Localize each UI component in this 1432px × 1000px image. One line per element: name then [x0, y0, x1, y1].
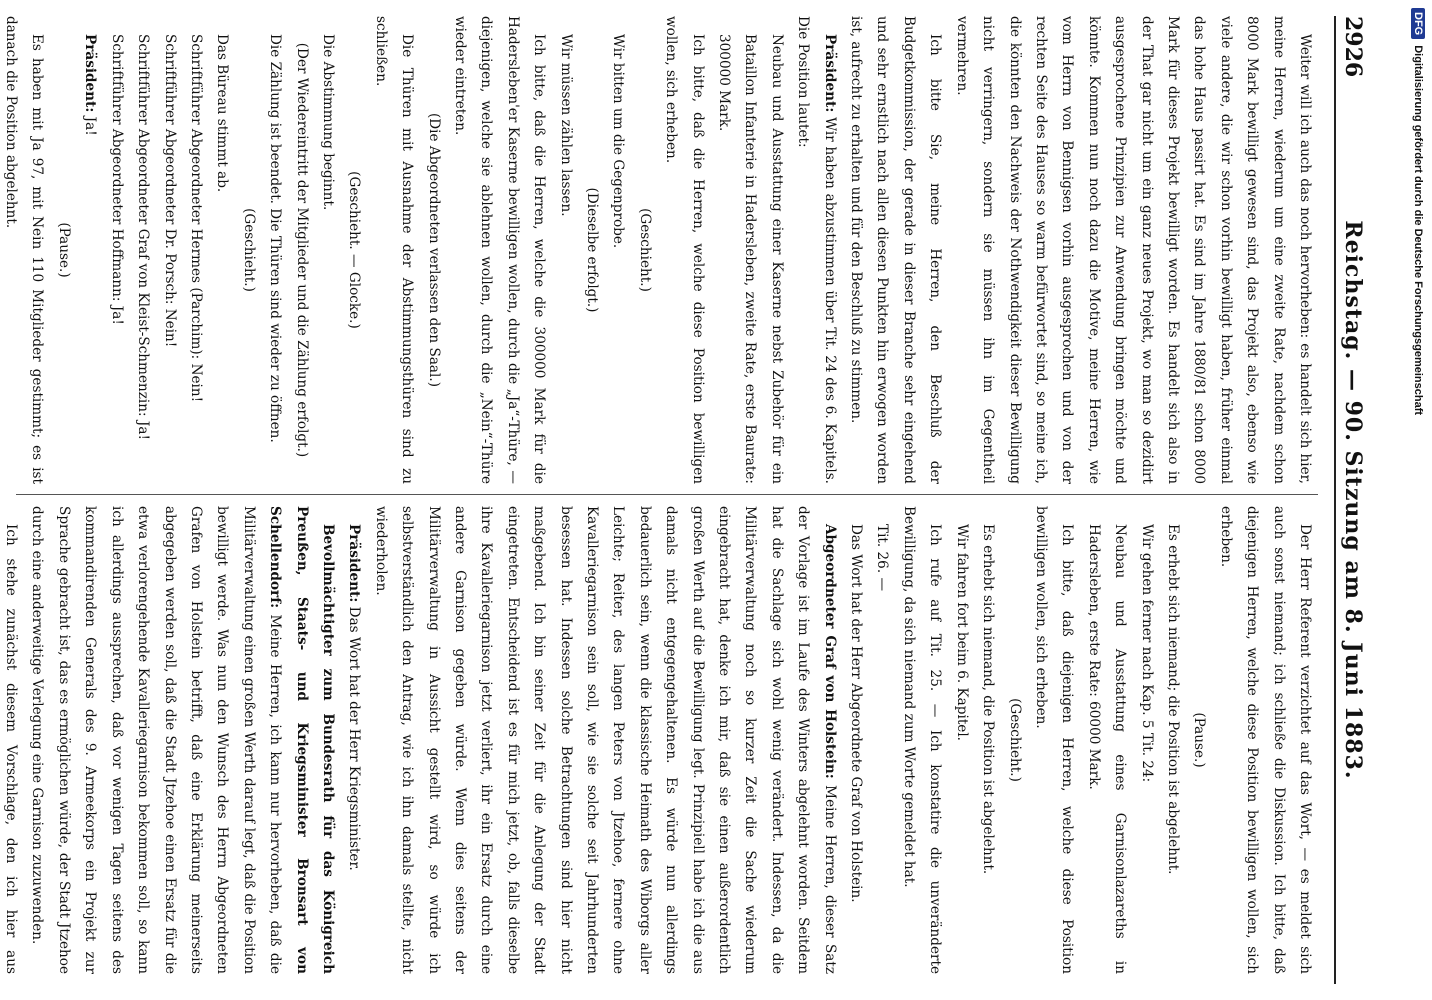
- paragraph: [447, 16, 553, 484]
- stage-direction: [288, 16, 314, 484]
- paragraph: [605, 16, 631, 484]
- speaker-name: Präsident:: [821, 34, 838, 113]
- speaker-name: Präsident:: [346, 524, 363, 603]
- paragraph-text: Schriftführer Abgeordneter Graf von Kleist-Schmenzin: Ja!: [135, 34, 152, 440]
- paragraph-text: (Die Abgeordneten verlassen den Saal.): [425, 112, 442, 387]
- paragraph: [341, 506, 367, 974]
- paragraph-text: Das Wort hat der Herr Abgeordnete Graf von Holstein.: [848, 524, 865, 903]
- page-title: Reichstag. — 90. Sitzung am 8. Juni 1883.: [1340, 220, 1366, 780]
- paragraph-text: Ja!: [82, 116, 99, 136]
- stage-direction: [420, 16, 446, 484]
- speaker-name: Abgeordneter Graf von Holstein:: [821, 524, 838, 779]
- paragraph: [1212, 506, 1318, 974]
- paragraph: [262, 16, 288, 484]
- paragraph-text: Weiter will ich auch das noch hervorheben: es handelt sich hier, meine Herren, wiederum um eine zweite Rate, nachdem schon 8000 Mark bewilligt gewesen sind, das Projekt also, ebenso wie viele andere, die wir schon vorhin bewilligt haben, früher einmal das hohe Haus passirt hat. Es sind im Jahre 1880/81 schon 8000 Mark für dieses Projekt bewilligt worden. Es handelt sich also in der That gar nicht um ein ganz neues Projekt, wo man so dezidirt ausgesprochene Prinzipien zur Anwendung bringen möchte und könnte. Kommen nun noch dazu die Motive, meine Herren, wie vom Herrn von Bennigsen vorhin ausgesprochen und von der rechten Seite des Hauses so warm befürwortet sind, so meine ich, die könnten den Nachweis der Nothwendigkeit dieser Bewilligung nicht verringern, sondern sie müssen ihn im Gegentheil vermehren.: [953, 16, 1313, 484]
- paragraph: [948, 16, 1318, 484]
- paragraph-text: Ich bitte, daß diejenigen Herren, welche diese Position bewilligen wollen, sich erheben.: [1032, 506, 1076, 974]
- stage-direction: [51, 16, 77, 484]
- paragraph: [367, 506, 842, 974]
- paragraph: [367, 16, 420, 484]
- paragraph-text: (Geschieht.): [240, 208, 257, 292]
- stage-direction: [341, 16, 367, 484]
- paragraph-text: (Dieselbe erfolgt.): [584, 187, 601, 313]
- stage-direction: [1001, 506, 1027, 974]
- paragraph-text: Wir gehen ferner nach Kap. 5 Tit. 24:: [1138, 524, 1155, 783]
- paragraph: [183, 16, 209, 484]
- paragraph-text: Der Herr Referent verzichtet auf das Wort, — es meldet sich auch sonst niemand; ich schließe die Diskussion. Ich bitte, daß diejenigen Herren, welche diese Position bewilligen wollen, sich erheben.: [1217, 506, 1313, 974]
- paragraph-text: Schriftführer Abgeordneter Dr. Porsch: Nein!: [161, 34, 178, 348]
- paragraph-text: Neubau und Ausstattung eines Garnisonlazareths in Hadersleben, erste Rate: 60000 Mark.: [1085, 524, 1129, 974]
- paragraph: [948, 506, 974, 974]
- paragraph-text: Es erhebt sich niemand; die Position ist abgelehnt.: [1164, 524, 1181, 875]
- paragraph-text: Meine Herren, ich kann nur hervorheben, daß die Militärverwaltung einen großen Werth darauf legt, daß die Position bewilligt werde. Was nun den Wunsch des Herrn Abgeordneten Grafen von Holstein betrifft, daß eine Erklärung meinerseits abgegeben werden soll, daß die Stadt Jtzehoe einen Ersatz für die etwa verlorengehende Kavalleriegarnison bekommen soll, so kann ich allerdings aussprechen, daß vor wenigen Tagen seitens des kommandirenden Generals des 9. Armeekorps ein Projekt zur Sprache gebracht ist, das es ermöglichen würde, der Stadt Jtzehoe durch eine anderweitige Verlegung eine Garnison zuzuwenden.: [29, 506, 284, 974]
- paragraph: [975, 506, 1001, 974]
- paragraph-text: Ich bitte, daß die Herren, welche die 300000 Mark für die Hadersleben'er Kaserne bewilligen wollen, durch die „Ja“-Thüre, — diejenigen, welche sie ablehnen wollen, durch die „Nein“-Thüre wieder eintreten.: [452, 16, 548, 484]
- paragraph: [103, 16, 129, 484]
- paragraph-text: Ich bitte, daß die Herren, welche diese Position bewilligen wollen, sich erheben.: [663, 16, 706, 484]
- paragraph: [156, 16, 182, 484]
- budget-item: [711, 16, 790, 484]
- paragraph: [130, 16, 156, 484]
- paragraph-text: Ich rufe auf Tit. 25. — Ich konstatire die unveränderte Bewilligung, da sich niemand zum Worte gemeldet hat.: [900, 506, 944, 974]
- paragraph-text: Tit. 26. —: [874, 524, 891, 592]
- paragraph: [658, 16, 711, 484]
- speaker-name: Präsident:: [82, 34, 99, 113]
- stage-direction: [235, 16, 261, 484]
- page-header: [1334, 16, 1380, 984]
- right-column: [3, 506, 1318, 974]
- paragraph-text: Schriftführer Abgeordneter Hoffmann: Ja!: [108, 34, 125, 325]
- paragraph: [0, 16, 51, 484]
- paragraph: [790, 16, 843, 484]
- left-column: [3, 16, 1318, 484]
- paragraph: [315, 16, 341, 484]
- paragraph-text: Die Thüren mit Ausnahme der Abstimmungsthüren sind zu schließen.: [372, 16, 416, 484]
- paragraph: [209, 16, 235, 484]
- paragraph: [0, 506, 24, 974]
- paragraph-text: Ich stehe zunächst diesem Vorschlage, den ich hier aus: [3, 524, 20, 974]
- stage-direction: [579, 16, 605, 484]
- paragraph-text: Es erhebt sich niemand, die Position ist abgelehnt.: [980, 524, 997, 875]
- paragraph-text: Meine Herren, dieser Satz der Vorlage ist im Laufe des Winters abgelehnt worden. Seitdem hat die Sachlage sich wohl wenig verändert. Indessen, da die Militärverwaltung noch so kurzer Zeit die Sache wiederum eingebracht hat, denke ich mir, daß sie einen außerordentlich großen Werth auf die Bewilligung legt. Prinzipiell habe ich die aus damals nicht entgegengehaltenen. Es würde nun allerdings bedauerlich sein, wenn die klassische Heimath des Wiborgs aller Leichte; Reiter, des langen Peters von Jtzehoe, fernere ohne Kavalleriegarnison sein soll, wie sie solche seit Jahrhunderten besessen hat. Indessen solche Betrachtungen sind hier nicht maßgebend. Ich bin seiner Zeit für die Anlegung der Stadt eingetreten. Entscheidend ist es für mich jetzt, ob, falls dieselbe ihre Kavalleriegarnison jetzt verliert, ihr ein Ersatz durch eine andere Garnison gegeben würde. Wenn dies seitens der Militärverwaltung in Aussicht gestellt wird, so würde ich selbstverständlich den Antrag, wie ich ihn damals stellte, nicht wiederholen.: [372, 506, 838, 974]
- paragraph-text: (Geschieht. — Glocke.): [346, 171, 363, 329]
- paragraph: [77, 16, 103, 484]
- paragraph-text: Neubau und Ausstattung einer Kaserne nebst Zubehör für ein Bataillon Infanterie in Hadersleben, zweite Rate, erste Baurate: 300000 Mark.: [716, 34, 785, 484]
- paragraph: [843, 506, 869, 974]
- digitization-credit: [1404, 0, 1432, 1000]
- paragraph-text: Ich bitte Sie, meine Herren, den Beschluß der Budgetkommission, der gerade in dieser Branche sehr eingehend und sehr ernstlich nach allen diesen Punkten hin erwogen worden ist, aufrecht zu erhalten und für den Beschluß zu stimmen.: [848, 16, 944, 484]
- paragraph-text: Die Abstimmung beginnt.: [319, 34, 336, 211]
- paragraph-text: (Der Wiedereintritt der Mitglieder und die Zählung erfolgt.): [293, 42, 310, 458]
- paragraph-text: Wir bitten um die Gegenprobe.: [610, 34, 627, 249]
- paragraph: [896, 506, 949, 974]
- paragraph-text: (Geschieht.): [636, 208, 653, 292]
- paragraph-text: Wir haben abzustimmen über Tit. 24 des 6. Kapitels. Die Position lautet:: [795, 16, 838, 484]
- paragraph-text: (Pause.): [1191, 712, 1208, 768]
- stage-direction: [631, 16, 657, 484]
- budget-item: [1080, 506, 1133, 974]
- paragraph-text: (Pause.): [55, 222, 72, 278]
- stage-direction: [1186, 506, 1212, 974]
- paragraph-text: (Geschieht.): [1006, 698, 1023, 782]
- paragraph-text: Das Büreau stimmt ab.: [214, 34, 231, 193]
- paragraph: [1160, 506, 1186, 974]
- paragraph-text: Das Wort hat der Herr Kriegsminister.: [346, 606, 363, 871]
- paragraph: [843, 16, 949, 484]
- speaker-name: Bevollmächtigter zum Bundesrath für das Königreich Preußen, Staats- und Kriegsminister Bronsart von Schellendorf:: [267, 506, 336, 974]
- paragraph-text: Wir müssen zählen lassen.: [557, 34, 574, 217]
- paragraph: [1028, 506, 1081, 974]
- paragraph-text: Es haben mit Ja 97, mit Nein 110 Mitglieder gestimmt; es ist danach die Position abgelehnt.: [3, 16, 46, 484]
- paragraph-text: Die Zählung ist beendet. Die Thüren sind wieder zu öffnen.: [267, 34, 284, 443]
- credit-text: Digitalisierung gefördert durch die Deutsche Forschungsgemeinschaft: [1412, 45, 1424, 416]
- paragraph: [1133, 506, 1159, 974]
- column-divider: [16, 494, 1318, 495]
- paragraph-text: Schriftführer Abgeordneter Hermes (Parchim): Nein!: [187, 34, 204, 403]
- paragraph: [869, 506, 895, 974]
- paragraph: [552, 16, 578, 484]
- paragraph-text: Wir fahren fort beim 6. Kapitel.: [953, 524, 970, 741]
- page-number: 2926: [1340, 16, 1366, 78]
- paragraph: [24, 506, 341, 974]
- dfg-logo: DFG: [1411, 8, 1425, 39]
